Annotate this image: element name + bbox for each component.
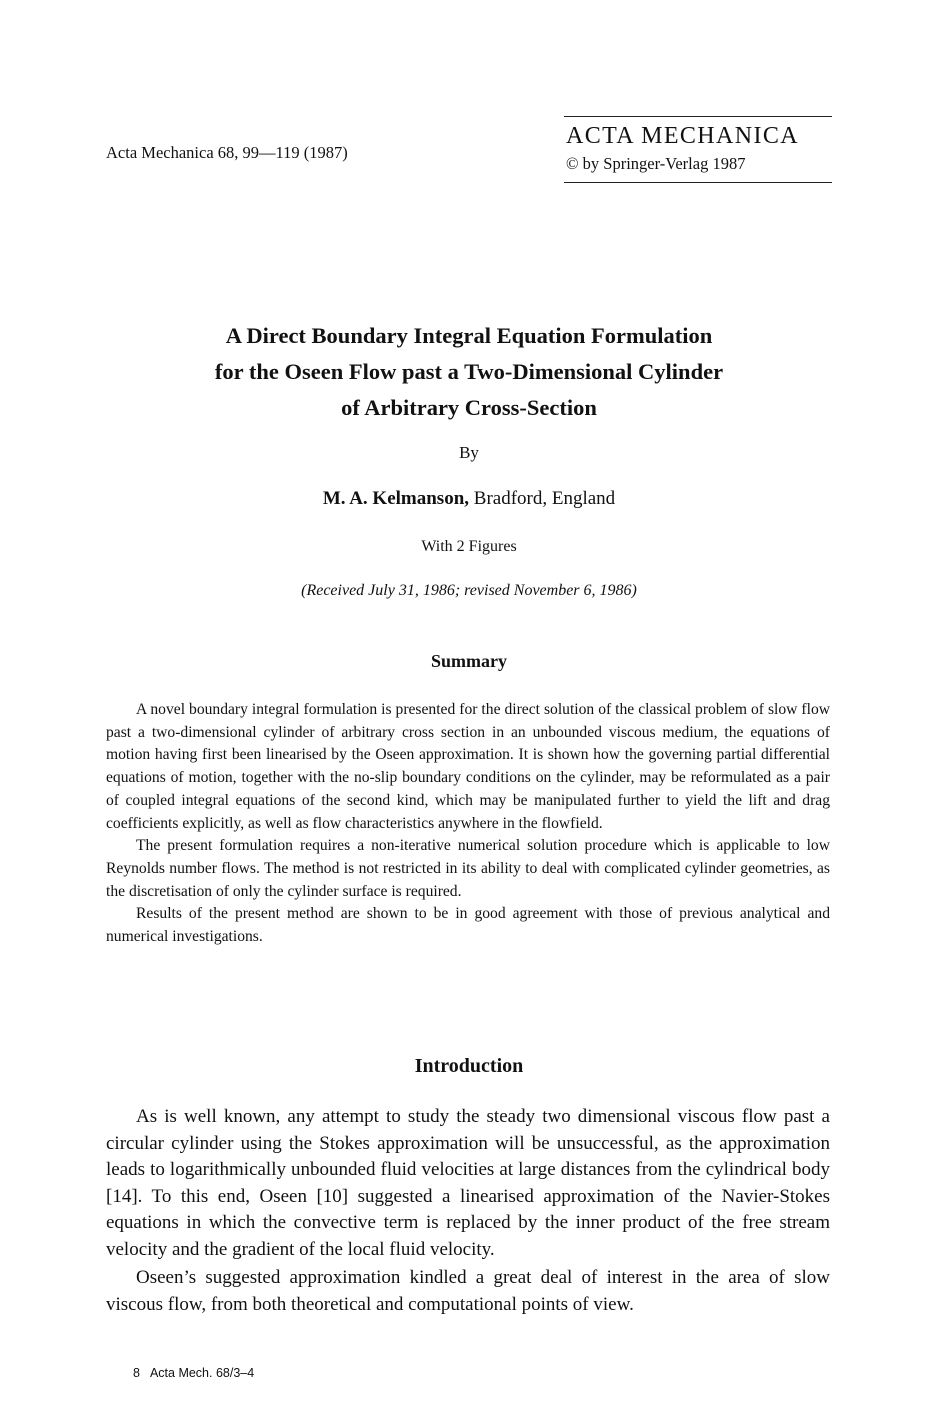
page-footer	[133, 1366, 254, 1380]
title-line: of Arbitrary Cross-Section	[341, 395, 597, 420]
summary-body	[106, 699, 830, 949]
masthead-bottom-rule	[564, 182, 832, 183]
journal-masthead	[564, 116, 832, 183]
received-dates: (Received July 31, 1986; revised November 6, 1986)	[301, 582, 637, 599]
footer-page-marker: 8	[133, 1366, 140, 1380]
summary-heading: Summary	[431, 651, 507, 671]
figure-count: With 2 Figures	[421, 538, 517, 555]
introduction-paragraph: As is well known, any attempt to study the steady two dimensional viscous flow past a circular cylinder using the Stokes approximation will be unsuccessful, as the approximation leads to logarithmically unbounded fluid velocities at large distances from the cylindrical body [14]. To this end, Oseen [10] suggested a linearised approximation of the Navier-Stokes equations in which the convective term is replaced by the inner product of the free stream velocity and the gradient of the local fluid velocity.	[106, 1106, 830, 1260]
summary-paragraph: Results of the present method are shown to be in good agreement with those of previous analytical and numerical investigations.	[106, 905, 830, 946]
title-line: A Direct Boundary Integral Equation Formulation	[225, 323, 713, 348]
summary-paragraph: A novel boundary integral formulation is presented for the direct solution of the classical problem of slow flow past a two-dimensional cylinder of arbitrary cross section in an unbounded viscous medium, the equations of motion having first been linearised by the Oseen approximation. It is shown how the governing partial differential equations of motion, together with the no-slip boundary conditions on the cylinder, may be reformulated as a pair of coupled integral equations of the second kind, which may be manipulated further to yield the lift and drag coefficients explicitly, as well as flow characteristics anywhere in the flowfield.	[106, 701, 830, 832]
paper-title	[0, 318, 938, 426]
journal-name: ACTA MECHANICA	[566, 123, 800, 149]
journal-citation: Acta Mechanica 68, 99—119 (1987)	[106, 143, 348, 162]
author-line	[0, 488, 938, 510]
summary-paragraph: The present formulation requires a non-iterative numerical solution procedure which is applicable to low Reynolds number flows. The method is not restricted in its ability to deal with complicated cylinder geometries, as the discretisation of only the cylinder surface is required.	[106, 837, 830, 900]
introduction-heading: Introduction	[414, 1055, 524, 1077]
title-line: for the Oseen Flow past a Two-Dimensional Cylinder	[214, 359, 724, 384]
masthead-top-rule	[564, 116, 832, 117]
author-location: Bradford, England	[469, 488, 616, 509]
by-label: By	[459, 443, 479, 462]
footer-reference: Acta Mech. 68/3–4	[149, 1366, 255, 1380]
introduction-paragraph: Oseen’s suggested approximation kindled a great deal of interest in the area of slow viscous flow, from both theoretical and computational points of view.	[106, 1267, 830, 1315]
copyright-notice: © by Springer-Verlag 1987	[566, 154, 746, 174]
author-name: M. A. Kelmanson,	[322, 488, 470, 509]
introduction-body	[106, 1104, 830, 1320]
